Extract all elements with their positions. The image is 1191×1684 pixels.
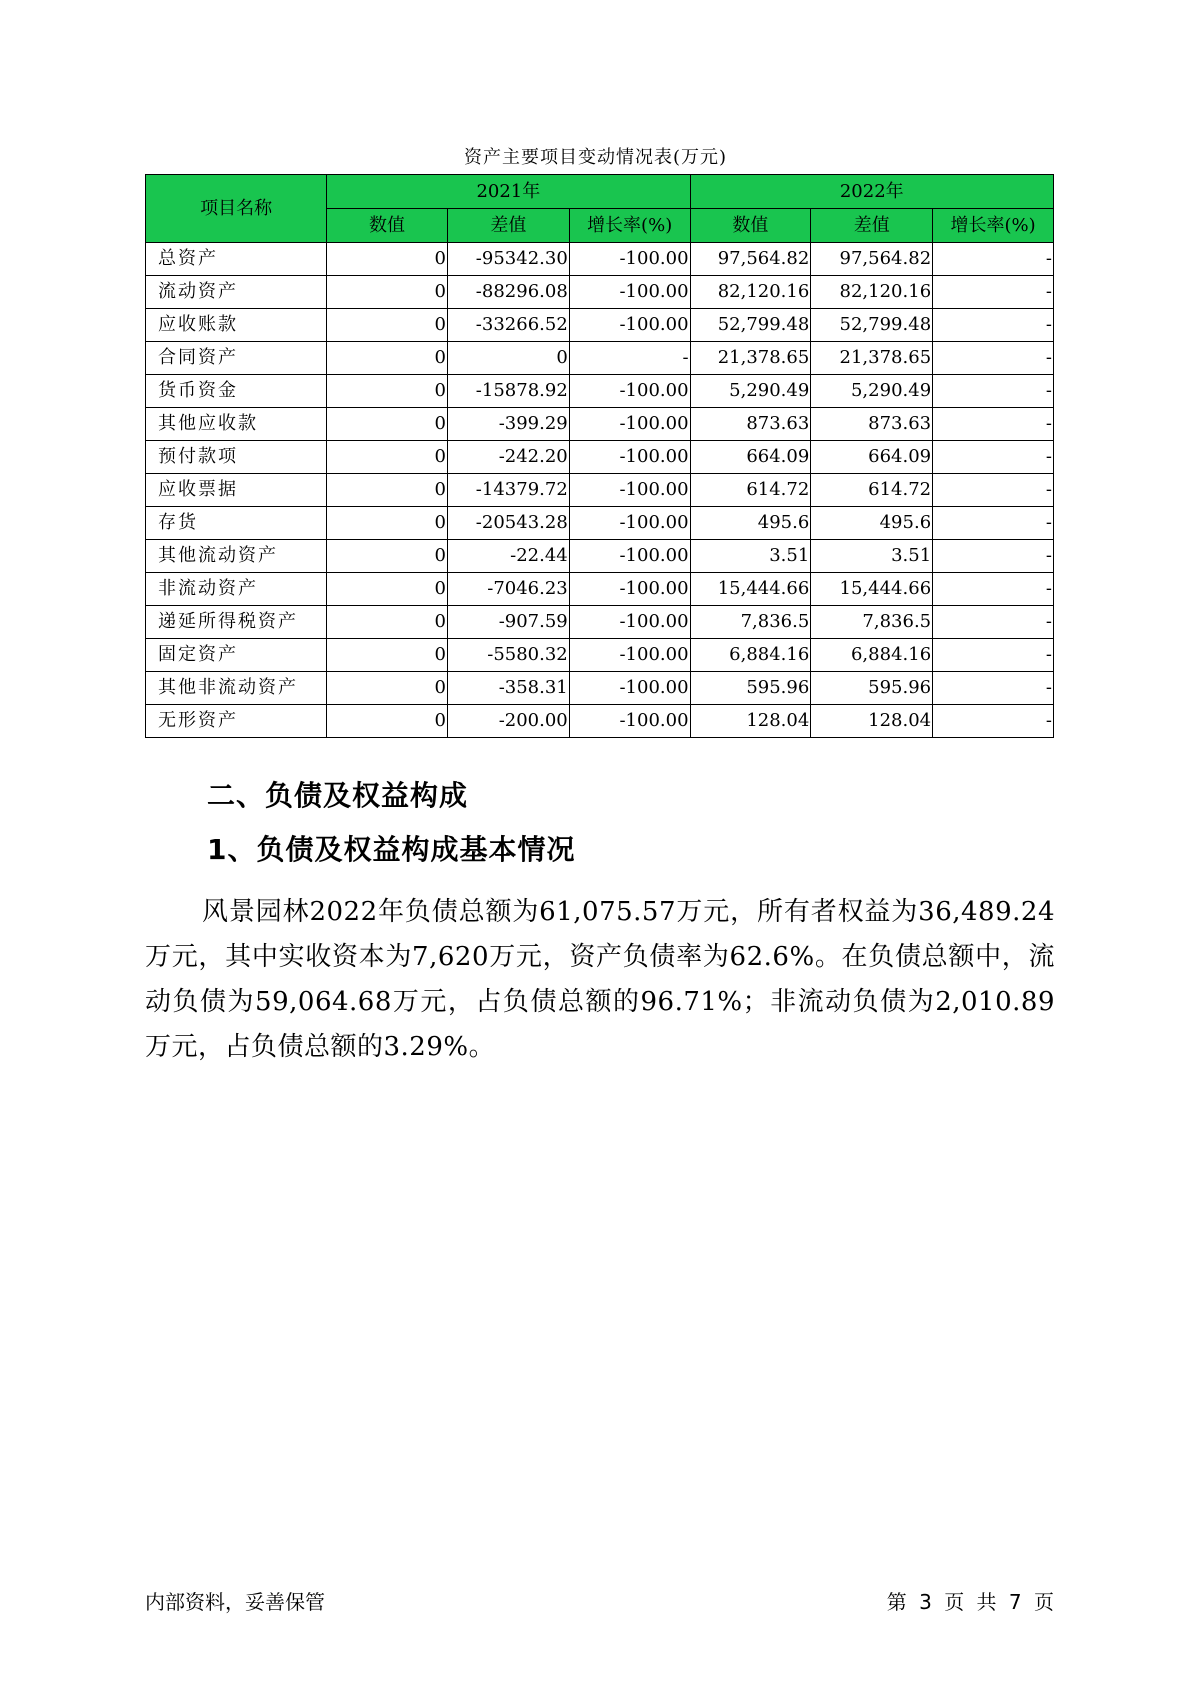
subheader-value: 数值 xyxy=(327,209,448,243)
table-cell: -242.20 xyxy=(447,441,569,474)
row-label: 货币资金 xyxy=(146,375,327,408)
table-cell: 5,290.49 xyxy=(690,375,811,408)
table-row xyxy=(146,309,1054,342)
table-cell: -100.00 xyxy=(569,408,690,441)
subheader-diff: 差值 xyxy=(447,209,569,243)
table-cell: 595.96 xyxy=(690,672,811,705)
table-row xyxy=(146,441,1054,474)
table-cell: 873.63 xyxy=(811,408,933,441)
table-cell: -100.00 xyxy=(569,474,690,507)
table-cell: 52,799.48 xyxy=(690,309,811,342)
table-cell: 5,290.49 xyxy=(811,375,933,408)
table-cell: 21,378.65 xyxy=(690,342,811,375)
table-cell: -100.00 xyxy=(569,639,690,672)
footer-confidential-note: 内部资料，妥善保管 xyxy=(145,1590,325,1614)
table-cell: 0 xyxy=(447,342,569,375)
table-cell: - xyxy=(933,573,1054,606)
table-row xyxy=(146,606,1054,639)
table-row xyxy=(146,672,1054,705)
table-cell: 0 xyxy=(327,441,448,474)
footer-page-number: 第 3 页 共 7 页 xyxy=(886,1590,1054,1614)
table-cell: -100.00 xyxy=(569,573,690,606)
table-row xyxy=(146,342,1054,375)
table-cell: -100.00 xyxy=(569,672,690,705)
row-label: 预付款项 xyxy=(146,441,327,474)
table-cell: -200.00 xyxy=(447,705,569,738)
row-label: 合同资产 xyxy=(146,342,327,375)
table-cell: -20543.28 xyxy=(447,507,569,540)
table-cell: - xyxy=(569,342,690,375)
table-cell: 0 xyxy=(327,408,448,441)
row-label: 其他应收款 xyxy=(146,408,327,441)
table-cell: 15,444.66 xyxy=(811,573,933,606)
subheader-growth: 增长率(%) xyxy=(933,209,1054,243)
row-label: 应收账款 xyxy=(146,309,327,342)
table-cell: 97,564.82 xyxy=(690,243,811,276)
table-row xyxy=(146,507,1054,540)
table-cell: 614.72 xyxy=(690,474,811,507)
table-cell: 7,836.5 xyxy=(811,606,933,639)
table-cell: 614.72 xyxy=(811,474,933,507)
row-label: 固定资产 xyxy=(146,639,327,672)
table-caption: 资产主要项目变动情况表(万元) xyxy=(463,147,728,168)
table-cell: - xyxy=(933,672,1054,705)
table-cell: 0 xyxy=(327,342,448,375)
table-cell: 0 xyxy=(327,606,448,639)
table-cell: 0 xyxy=(327,375,448,408)
table-row xyxy=(146,474,1054,507)
row-label: 总资产 xyxy=(146,243,327,276)
table-cell: -95342.30 xyxy=(447,243,569,276)
table-row xyxy=(146,276,1054,309)
row-label: 流动资产 xyxy=(146,276,327,309)
table-cell: -7046.23 xyxy=(447,573,569,606)
table-cell: 0 xyxy=(327,573,448,606)
table-cell: 3.51 xyxy=(690,540,811,573)
table-cell: -100.00 xyxy=(569,507,690,540)
table-cell: 97,564.82 xyxy=(811,243,933,276)
table-cell: - xyxy=(933,639,1054,672)
table-cell: -100.00 xyxy=(569,540,690,573)
table-cell: -88296.08 xyxy=(447,276,569,309)
table-row xyxy=(146,540,1054,573)
table-cell: -399.29 xyxy=(447,408,569,441)
table-cell: 6,884.16 xyxy=(690,639,811,672)
table-cell: - xyxy=(933,276,1054,309)
section-heading: 二、负债及权益构成 xyxy=(207,779,469,812)
header-year-2021: 2021年 xyxy=(327,175,690,209)
header-item-name: 项目名称 xyxy=(146,175,327,243)
table-cell: 0 xyxy=(327,474,448,507)
table-cell: 0 xyxy=(327,276,448,309)
table-cell: 0 xyxy=(327,672,448,705)
table-cell: - xyxy=(933,606,1054,639)
table-cell: - xyxy=(933,342,1054,375)
table-cell: 15,444.66 xyxy=(690,573,811,606)
table-cell: - xyxy=(933,441,1054,474)
row-label: 存货 xyxy=(146,507,327,540)
table-cell: -100.00 xyxy=(569,243,690,276)
table-cell: 6,884.16 xyxy=(811,639,933,672)
table-cell: - xyxy=(933,540,1054,573)
table-cell: -33266.52 xyxy=(447,309,569,342)
subheader-growth: 增长率(%) xyxy=(569,209,690,243)
table-cell: -15878.92 xyxy=(447,375,569,408)
table-cell: - xyxy=(933,309,1054,342)
table-cell: - xyxy=(933,375,1054,408)
table-cell: -100.00 xyxy=(569,375,690,408)
row-label: 非流动资产 xyxy=(146,573,327,606)
table-cell: 495.6 xyxy=(690,507,811,540)
row-label: 其他非流动资产 xyxy=(146,672,327,705)
table-cell: - xyxy=(933,243,1054,276)
table-cell: -358.31 xyxy=(447,672,569,705)
table-cell: -22.44 xyxy=(447,540,569,573)
table-cell: -100.00 xyxy=(569,705,690,738)
table-cell: 82,120.16 xyxy=(690,276,811,309)
header-year-2022: 2022年 xyxy=(690,175,1053,209)
table-cell: 595.96 xyxy=(811,672,933,705)
table-cell: 128.04 xyxy=(811,705,933,738)
table-row xyxy=(146,573,1054,606)
table-cell: -100.00 xyxy=(569,276,690,309)
asset-change-table xyxy=(145,174,1054,738)
table-cell: - xyxy=(933,408,1054,441)
body-paragraph: 风景园林2022年负债总额为61,075.57万元，所有者权益为36,489.24万元，其中实收资本为7,620万元，资产负债率为62.6%。在负债总额中，流动负债为59,064.68万元，占负债总额的96.71%；非流动负债为2,010.89万元，占负债总额的3.29%。 xyxy=(145,897,1055,1062)
table-cell: 0 xyxy=(327,639,448,672)
table-body xyxy=(146,243,1054,738)
table-row xyxy=(146,639,1054,672)
table-cell: 82,120.16 xyxy=(811,276,933,309)
table-cell: - xyxy=(933,474,1054,507)
table-cell: 0 xyxy=(327,705,448,738)
table-cell: 664.09 xyxy=(811,441,933,474)
table-cell: -100.00 xyxy=(569,606,690,639)
section-subheading: 1、负债及权益构成基本情况 xyxy=(207,833,576,866)
table-cell: 0 xyxy=(327,540,448,573)
table-row xyxy=(146,375,1054,408)
table-cell: -14379.72 xyxy=(447,474,569,507)
table-cell: -5580.32 xyxy=(447,639,569,672)
table-row xyxy=(146,243,1054,276)
table-cell: 21,378.65 xyxy=(811,342,933,375)
table-cell: 0 xyxy=(327,243,448,276)
row-label: 无形资产 xyxy=(146,705,327,738)
row-label: 应收票据 xyxy=(146,474,327,507)
subheader-value: 数值 xyxy=(690,209,811,243)
table-cell: 495.6 xyxy=(811,507,933,540)
table-cell: -100.00 xyxy=(569,309,690,342)
table-cell: -100.00 xyxy=(569,441,690,474)
table-cell: - xyxy=(933,705,1054,738)
subheader-diff: 差值 xyxy=(811,209,933,243)
table-cell: 128.04 xyxy=(690,705,811,738)
table-cell: 873.63 xyxy=(690,408,811,441)
table-cell: 0 xyxy=(327,507,448,540)
table-cell: 7,836.5 xyxy=(690,606,811,639)
table-cell: -907.59 xyxy=(447,606,569,639)
table-row xyxy=(146,705,1054,738)
table-row xyxy=(146,408,1054,441)
table-cell: 0 xyxy=(327,309,448,342)
table-cell: 664.09 xyxy=(690,441,811,474)
row-label: 递延所得税资产 xyxy=(146,606,327,639)
table-cell: - xyxy=(933,507,1054,540)
row-label: 其他流动资产 xyxy=(146,540,327,573)
table-cell: 52,799.48 xyxy=(811,309,933,342)
table-cell: 3.51 xyxy=(811,540,933,573)
